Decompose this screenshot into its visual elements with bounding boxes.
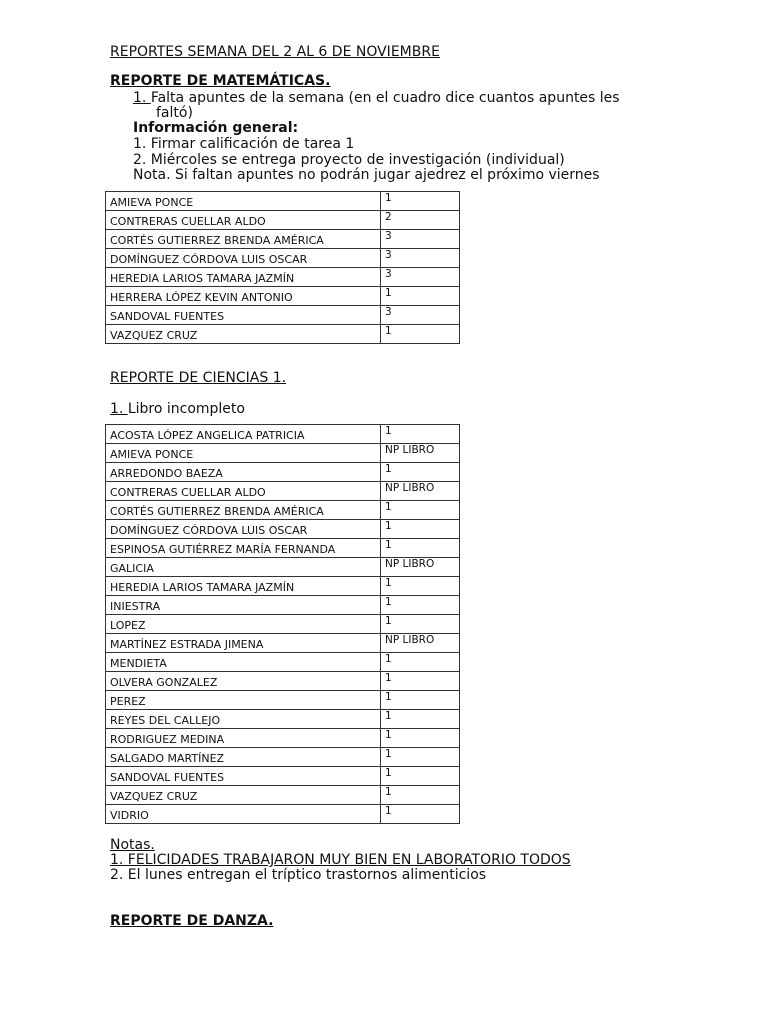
table-row: [106, 211, 460, 230]
value-cell: NP LIBRO: [381, 482, 460, 501]
table-row: [106, 463, 460, 482]
value-cell: 1: [381, 691, 460, 710]
value-cell: 1: [381, 748, 460, 767]
student-name-cell: DOMÍNGUEZ CÓRDOVA LUIS OSCAR: [106, 249, 381, 268]
table-row: [106, 325, 460, 344]
student-name-cell: ARREDONDO BAEZA: [106, 463, 381, 482]
value-cell: 1: [381, 192, 460, 211]
student-name-cell: DOMÍNGUEZ CÓRDOVA LUIS OSCAR: [106, 520, 381, 539]
value-cell: 1: [381, 653, 460, 672]
table-row: [106, 691, 460, 710]
table-row: [106, 520, 460, 539]
value-cell: 1: [381, 672, 460, 691]
table-row: [106, 249, 460, 268]
value-cell: 1: [381, 463, 460, 482]
value-cell: NP LIBRO: [381, 558, 460, 577]
info-general-heading: Información general:: [133, 120, 299, 136]
student-name-cell: AMIEVA PONCE: [106, 192, 381, 211]
student-name-cell: GALICIA: [106, 558, 381, 577]
table-row: [106, 672, 460, 691]
document-title: REPORTES SEMANA DEL 2 AL 6 DE NOVIEMBRE: [110, 44, 440, 60]
value-cell: 2: [381, 211, 460, 230]
value-cell: NP LIBRO: [381, 634, 460, 653]
table-row: [106, 596, 460, 615]
student-name-cell: VAZQUEZ CRUZ: [106, 786, 381, 805]
list-number: 1.: [133, 90, 151, 106]
section-heading-matematicas: REPORTE DE MATEMÁTICAS.: [110, 73, 331, 89]
matematicas-table: [105, 191, 460, 344]
table-row: [106, 710, 460, 729]
value-cell: 1: [381, 501, 460, 520]
value-cell: 1: [381, 287, 460, 306]
student-name-cell: SANDOVAL FUENTES: [106, 767, 381, 786]
student-name-cell: ACOSTA LÓPEZ ANGELICA PATRICIA: [106, 425, 381, 444]
student-name-cell: LOPEZ: [106, 615, 381, 634]
table-row: [106, 615, 460, 634]
value-cell: 1: [381, 539, 460, 558]
notas-item-2: 2. El lunes entregan el tríptico trastornos alimenticios: [110, 867, 487, 883]
student-name-cell: HERRERA LÓPEZ KEVIN ANTONIO: [106, 287, 381, 306]
value-cell: 1: [381, 767, 460, 786]
table-row: [106, 444, 460, 463]
table-row: [106, 287, 460, 306]
table-row: [106, 729, 460, 748]
student-name-cell: OLVERA GONZALEZ: [106, 672, 381, 691]
student-name-cell: SALGADO MARTÍNEZ: [106, 748, 381, 767]
list-text: Libro incompleto: [127, 401, 245, 417]
info-item-2: 2. Miércoles se entrega proyecto de investigación (individual): [133, 152, 565, 168]
ciencias-item-1: [110, 401, 245, 417]
value-cell: 1: [381, 596, 460, 615]
value-cell: 1: [381, 729, 460, 748]
student-name-cell: AMIEVA PONCE: [106, 444, 381, 463]
table-row: [106, 539, 460, 558]
student-name-cell: MARTÍNEZ ESTRADA JIMENA: [106, 634, 381, 653]
table-row: [106, 482, 460, 501]
list-number: 1.: [110, 401, 128, 417]
info-item-1: 1. Firmar calificación de tarea 1: [133, 136, 355, 152]
student-name-cell: VIDRIO: [106, 805, 381, 824]
value-cell: 1: [381, 520, 460, 539]
student-name-cell: VAZQUEZ CRUZ: [106, 325, 381, 344]
student-name-cell: CONTRERAS CUELLAR ALDO: [106, 211, 381, 230]
value-cell: 1: [381, 577, 460, 596]
table-row: [106, 653, 460, 672]
table-row: [106, 425, 460, 444]
student-name-cell: ESPINOSA GUTIÉRREZ MARÍA FERNANDA: [106, 539, 381, 558]
table-row: [106, 268, 460, 287]
matematicas-nota: Nota. Si faltan apuntes no podrán jugar ajedrez el próximo viernes: [133, 167, 600, 183]
student-name-cell: CORTÉS GUTIERREZ BRENDA AMÉRICA: [106, 501, 381, 520]
value-cell: 1: [381, 805, 460, 824]
table-row: [106, 748, 460, 767]
section-heading-danza: REPORTE DE DANZA.: [110, 913, 274, 929]
table-row: [106, 501, 460, 520]
table-row: [106, 577, 460, 596]
notas-item-1: 1. FELICIDADES TRABAJARON MUY BIEN EN LABORATORIO TODOS: [110, 852, 571, 868]
student-name-cell: MENDIETA: [106, 653, 381, 672]
list-text: Falta apuntes de la semana (en el cuadro dice cuantos apuntes les: [150, 90, 620, 106]
ciencias-table: [105, 424, 460, 824]
student-name-cell: REYES DEL CALLEJO: [106, 710, 381, 729]
student-name-cell: SANDOVAL FUENTES: [106, 306, 381, 325]
student-name-cell: CORTÉS GUTIERREZ BRENDA AMÉRICA: [106, 230, 381, 249]
value-cell: 3: [381, 268, 460, 287]
value-cell: 3: [381, 249, 460, 268]
value-cell: 1: [381, 786, 460, 805]
table-row: [106, 805, 460, 824]
table-row: [106, 192, 460, 211]
table-row: [106, 767, 460, 786]
value-cell: 1: [381, 325, 460, 344]
value-cell: NP LIBRO: [381, 444, 460, 463]
table-row: [106, 634, 460, 653]
matematicas-item-1: [133, 90, 620, 106]
student-name-cell: CONTRERAS CUELLAR ALDO: [106, 482, 381, 501]
student-name-cell: PEREZ: [106, 691, 381, 710]
student-name-cell: HEREDIA LARIOS TAMARA JAZMÍN: [106, 268, 381, 287]
value-cell: 1: [381, 615, 460, 634]
value-cell: 3: [381, 306, 460, 325]
table-row: [106, 230, 460, 249]
section-heading-ciencias: REPORTE DE CIENCIAS 1.: [110, 370, 287, 386]
table-row: [106, 306, 460, 325]
table-row: [106, 786, 460, 805]
value-cell: 1: [381, 425, 460, 444]
matematicas-item-1-continued: faltó): [156, 105, 193, 121]
table-row: [106, 558, 460, 577]
student-name-cell: INIESTRA: [106, 596, 381, 615]
value-cell: 3: [381, 230, 460, 249]
notas-heading: Notas.: [110, 837, 155, 853]
student-name-cell: RODRIGUEZ MEDINA: [106, 729, 381, 748]
value-cell: 1: [381, 710, 460, 729]
student-name-cell: HEREDIA LARIOS TAMARA JAZMÍN: [106, 577, 381, 596]
